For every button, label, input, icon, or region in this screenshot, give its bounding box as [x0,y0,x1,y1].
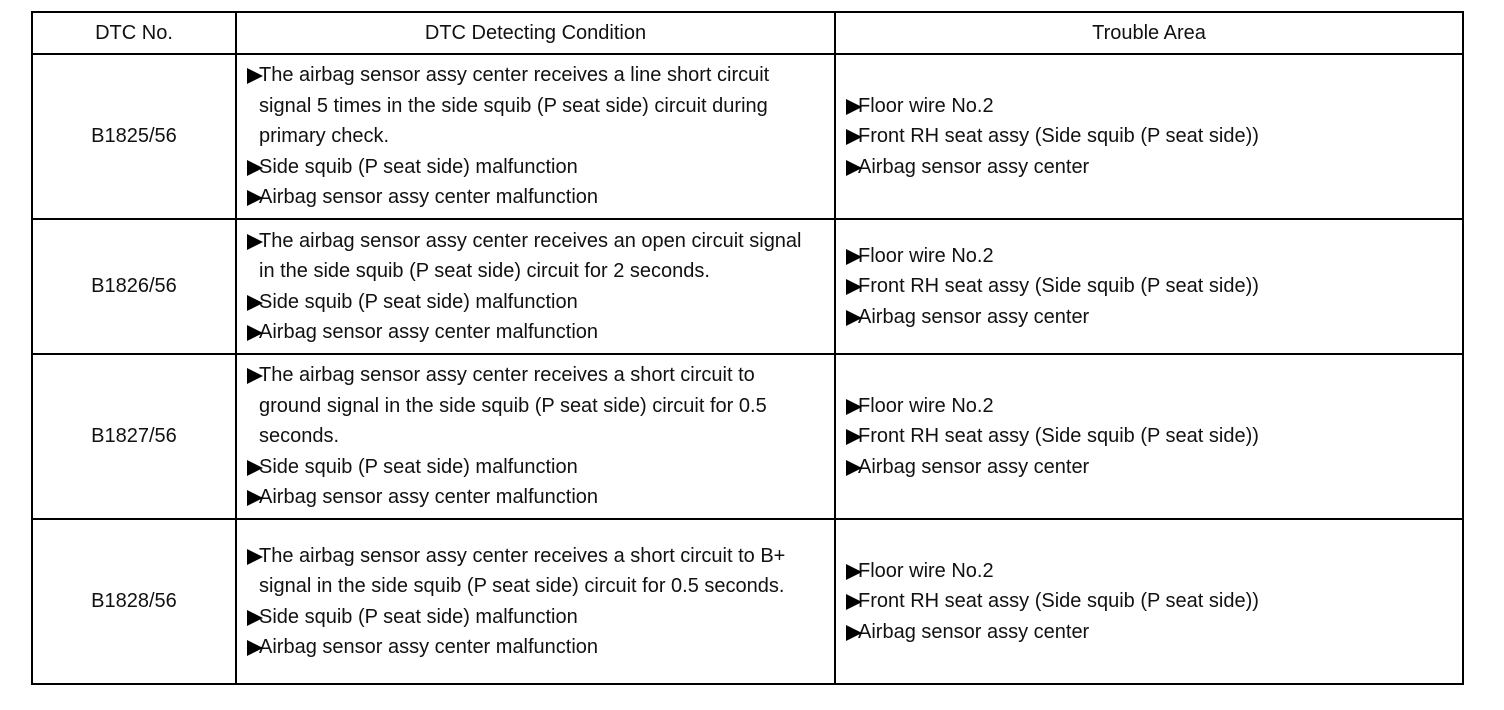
condition-cell [236,519,835,684]
dtc-code: B1825/56 [32,54,236,219]
list-item [247,602,820,632]
trouble-area-text: Airbag sensor assy center [858,305,1090,328]
bullet-triangle-icon [846,129,862,145]
bullet-triangle-icon [846,310,862,326]
trouble-area-cell [835,354,1463,519]
bullet-triangle-icon [846,399,862,415]
bullet-triangle-icon [846,249,862,265]
bullet-triangle-icon [846,99,862,115]
table-row [32,54,1463,219]
condition-text: Airbag sensor assy center malfunction [259,635,599,658]
bullet-triangle-icon [247,460,263,476]
condition-list [237,360,834,512]
trouble-area-text: Airbag sensor assy center [858,455,1090,478]
list-item [247,287,820,317]
bullet-triangle-icon [247,549,263,565]
bullet-triangle-icon [846,564,862,580]
bullet-triangle-icon [247,368,263,384]
list-item [846,421,1448,451]
bullet-triangle-icon [247,610,263,626]
list-item [846,556,1448,586]
trouble-area-cell [835,54,1463,219]
table-header-row [32,12,1463,54]
table-row [32,219,1463,354]
header-dtc-no: DTC No. [32,12,236,54]
dtc-code: B1828/56 [32,519,236,684]
bullet-triangle-icon [846,279,862,295]
list-item [846,391,1448,421]
list-item [247,317,820,347]
trouble-area-text: Airbag sensor assy center [858,155,1090,178]
list-item [247,632,820,662]
trouble-area-list [836,241,1462,332]
bullet-triangle-icon [247,68,263,84]
list-item [846,586,1448,616]
trouble-area-list [836,391,1462,482]
condition-text: Side squib (P seat side) malfunction [259,605,578,628]
bullet-triangle-icon [247,295,263,311]
bullet-triangle-icon [846,160,862,176]
table-row [32,519,1463,684]
trouble-area-text: Floor wire No.2 [858,559,994,582]
bullet-triangle-icon [247,190,263,206]
list-item [247,541,820,602]
condition-text: Side squib (P seat side) malfunction [259,455,578,478]
condition-list [237,226,834,348]
condition-text: The airbag sensor assy center receives a short circuit to ground signal in the side squib (P seat side) circuit for 0.5 seconds. [259,364,767,448]
list-item [247,152,820,182]
list-item [846,617,1448,647]
trouble-area-list [836,91,1462,182]
trouble-area-text: Front RH seat assy (Side squib (P seat side)) [858,125,1259,148]
condition-text: Airbag sensor assy center malfunction [259,486,599,509]
list-item [846,241,1448,271]
list-item [846,91,1448,121]
list-item [247,452,820,482]
bullet-triangle-icon [846,625,862,641]
table-row [32,354,1463,519]
condition-text: Side squib (P seat side) malfunction [259,290,578,313]
condition-cell [236,54,835,219]
dtc-code: B1827/56 [32,354,236,519]
list-item [846,452,1448,482]
bullet-triangle-icon [247,160,263,176]
bullet-triangle-icon [846,594,862,610]
trouble-area-text: Floor wire No.2 [858,94,994,117]
dtc-code: B1826/56 [32,219,236,354]
header-dtc-detecting-condition: DTC Detecting Condition [236,12,835,54]
dtc-table [31,11,1464,685]
list-item [846,121,1448,151]
bullet-triangle-icon [247,325,263,341]
trouble-area-cell [835,219,1463,354]
bullet-triangle-icon [247,490,263,506]
condition-cell [236,354,835,519]
condition-text: Side squib (P seat side) malfunction [259,155,578,178]
trouble-area-text: Front RH seat assy (Side squib (P seat side)) [858,590,1259,613]
list-item [247,226,820,287]
condition-text: The airbag sensor assy center receives a line short circuit signal 5 times in the side squib (P seat side) circuit during primary check. [259,64,770,148]
bullet-triangle-icon [247,640,263,656]
bullet-triangle-icon [247,234,263,250]
list-item [247,482,820,512]
trouble-area-list [836,556,1462,647]
condition-text: The airbag sensor assy center receives an open circuit signal in the side squib (P seat side) circuit for 2 seconds. [259,229,802,283]
trouble-area-text: Floor wire No.2 [858,394,994,417]
list-item [247,60,820,151]
trouble-area-text: Front RH seat assy (Side squib (P seat side)) [858,425,1259,448]
condition-text: The airbag sensor assy center receives a short circuit to B+ signal in the side squib (P seat side) circuit for 0.5 seconds. [259,544,786,598]
list-item [846,302,1448,332]
condition-cell [236,219,835,354]
list-item [846,271,1448,301]
condition-text: Airbag sensor assy center malfunction [259,320,599,343]
list-item [846,152,1448,182]
condition-list [237,541,834,663]
trouble-area-text: Airbag sensor assy center [858,620,1090,643]
trouble-area-text: Floor wire No.2 [858,244,994,267]
condition-list [237,60,834,212]
trouble-area-text: Front RH seat assy (Side squib (P seat side)) [858,275,1259,298]
list-item [247,182,820,212]
list-item [247,360,820,451]
header-trouble-area: Trouble Area [835,12,1463,54]
bullet-triangle-icon [846,460,862,476]
bullet-triangle-icon [846,429,862,445]
condition-text: Airbag sensor assy center malfunction [259,186,599,209]
trouble-area-cell [835,519,1463,684]
